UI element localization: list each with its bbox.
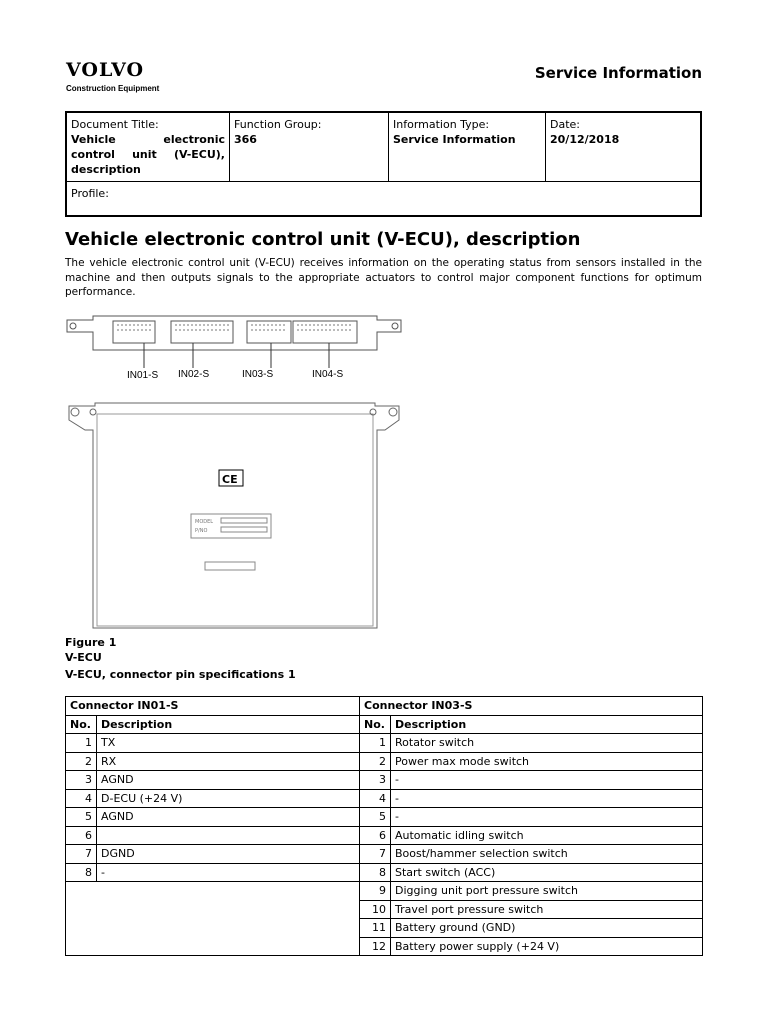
connector-in01-body xyxy=(113,321,155,343)
table-row xyxy=(66,789,703,808)
right-col-desc-header: Description xyxy=(391,715,703,734)
mount-hole-left xyxy=(70,323,76,329)
left-pin-number: 2 xyxy=(66,752,97,771)
table-row xyxy=(66,752,703,771)
ce-mark: CE xyxy=(222,473,238,486)
table-row xyxy=(66,808,703,827)
volvo-logo xyxy=(66,60,159,93)
right-pin-number: 4 xyxy=(360,789,391,808)
left-pin-number: 1 xyxy=(66,734,97,753)
right-pin-number: 1 xyxy=(360,734,391,753)
brand-name: VOLVO xyxy=(66,59,145,81)
right-pin-description: - xyxy=(391,789,703,808)
vecu-inner-panel xyxy=(97,414,373,626)
left-pin-description: AGND xyxy=(97,808,360,827)
left-connector-title: Connector IN01-S xyxy=(66,697,360,716)
function-group-value: 366 xyxy=(234,133,257,146)
barcode-label xyxy=(205,562,255,570)
column-header-row xyxy=(66,715,703,734)
mount-hole-right xyxy=(392,323,398,329)
label-in04: IN04-S xyxy=(312,369,344,380)
left-pin-number: 3 xyxy=(66,771,97,790)
connector-in03-body xyxy=(247,321,291,343)
left-pin-description: D-ECU (+24 V) xyxy=(97,789,360,808)
table-row xyxy=(66,845,703,864)
left-col-desc-header: Description xyxy=(97,715,360,734)
table-row xyxy=(66,826,703,845)
right-pin-description: Travel port pressure switch xyxy=(391,900,703,919)
right-pin-number: 9 xyxy=(360,882,391,901)
connector-pins xyxy=(117,325,353,330)
right-pin-description: - xyxy=(391,808,703,827)
pno-label: P/NO xyxy=(195,528,208,534)
doc-title-cell xyxy=(66,112,230,182)
left-pin-number: 7 xyxy=(66,845,97,864)
left-pin-description: TX xyxy=(97,734,360,753)
right-pin-description: Battery power supply (+24 V) xyxy=(391,937,703,956)
right-pin-number: 8 xyxy=(360,863,391,882)
pin-spec-table xyxy=(65,696,703,956)
label-in03: IN03-S xyxy=(242,369,274,380)
left-pin-number: 5 xyxy=(66,808,97,827)
date-cell xyxy=(546,112,702,182)
figure-name: V-ECU xyxy=(65,651,102,664)
date-label: Date: xyxy=(550,118,580,131)
figure-number: Figure 1 xyxy=(65,636,117,649)
right-pin-description: - xyxy=(391,771,703,790)
right-connector-title: Connector IN03-S xyxy=(360,697,703,716)
vecu-top-view xyxy=(65,400,405,630)
right-pin-number: 5 xyxy=(360,808,391,827)
info-type-cell xyxy=(389,112,546,182)
service-information-heading: Service Information xyxy=(534,64,702,82)
intro-paragraph: The vehicle electronic control unit (V-ECU) receives information on the operating status from sensors installed in the machine and then outputs signals to the appropriate actuators to control major component functions for optimum performance. xyxy=(65,257,702,298)
right-pin-description: Digging unit port pressure switch xyxy=(391,882,703,901)
right-pin-description: Rotator switch xyxy=(391,734,703,753)
right-pin-description: Boost/hammer selection switch xyxy=(391,845,703,864)
left-pin-description: - xyxy=(97,863,360,882)
brand-subtitle: Construction Equipment xyxy=(66,84,160,93)
right-pin-number: 6 xyxy=(360,826,391,845)
right-pin-number: 3 xyxy=(360,771,391,790)
info-type-value: Service Information xyxy=(393,133,516,146)
function-group-label: Function Group: xyxy=(234,118,322,131)
doc-title-label: Document Title: xyxy=(71,118,159,131)
date-value: 20/12/2018 xyxy=(550,133,620,146)
right-col-no-header: No. xyxy=(360,715,391,734)
screw-left xyxy=(90,409,96,415)
label-in01: IN01-S xyxy=(127,370,159,381)
vecu-connector-side-view xyxy=(65,312,405,384)
info-type-label: Information Type: xyxy=(393,118,490,131)
doc-title-value: Vehicle electronic control unit (V-ECU), description xyxy=(71,133,225,176)
label-in02: IN02-S xyxy=(178,369,210,380)
left-pin-number: 4 xyxy=(66,789,97,808)
page-title: Vehicle electronic control unit (V-ECU), description xyxy=(65,229,581,250)
connector-header-row xyxy=(66,697,703,716)
right-pin-number: 11 xyxy=(360,919,391,938)
left-pin-description: DGND xyxy=(97,845,360,864)
mount-hole-top-right xyxy=(389,408,397,416)
connector-in04-body xyxy=(293,321,357,343)
leader-lines xyxy=(144,343,329,368)
left-empty-area xyxy=(66,882,360,956)
profile-cell xyxy=(66,182,701,216)
left-pin-description: RX xyxy=(97,752,360,771)
right-pin-description: Start switch (ACC) xyxy=(391,863,703,882)
document-info-table xyxy=(65,111,702,217)
table-row xyxy=(66,771,703,790)
right-pin-description: Power max mode switch xyxy=(391,752,703,771)
right-pin-number: 7 xyxy=(360,845,391,864)
mount-hole-top-left xyxy=(71,408,79,416)
left-pin-number: 6 xyxy=(66,826,97,845)
pno-field xyxy=(221,527,267,532)
right-pin-description: Automatic idling switch xyxy=(391,826,703,845)
table-row xyxy=(66,863,703,882)
left-pin-description: AGND xyxy=(97,771,360,790)
function-group-cell xyxy=(230,112,389,182)
figure-spec-caption: V-ECU, connector pin specifications 1 xyxy=(65,668,296,681)
left-pin-number: 8 xyxy=(66,863,97,882)
vecu-top-outline xyxy=(69,403,399,628)
left-pin-description xyxy=(97,826,360,845)
model-label: MODEL xyxy=(195,519,214,525)
profile-label: Profile: xyxy=(71,187,109,200)
right-pin-number: 2 xyxy=(360,752,391,771)
table-row xyxy=(66,882,703,901)
right-pin-number: 12 xyxy=(360,937,391,956)
model-field xyxy=(221,518,267,523)
connector-in02-body xyxy=(171,321,233,343)
table-row xyxy=(66,734,703,753)
right-pin-description: Battery ground (GND) xyxy=(391,919,703,938)
left-col-no-header: No. xyxy=(66,715,97,734)
right-pin-number: 10 xyxy=(360,900,391,919)
